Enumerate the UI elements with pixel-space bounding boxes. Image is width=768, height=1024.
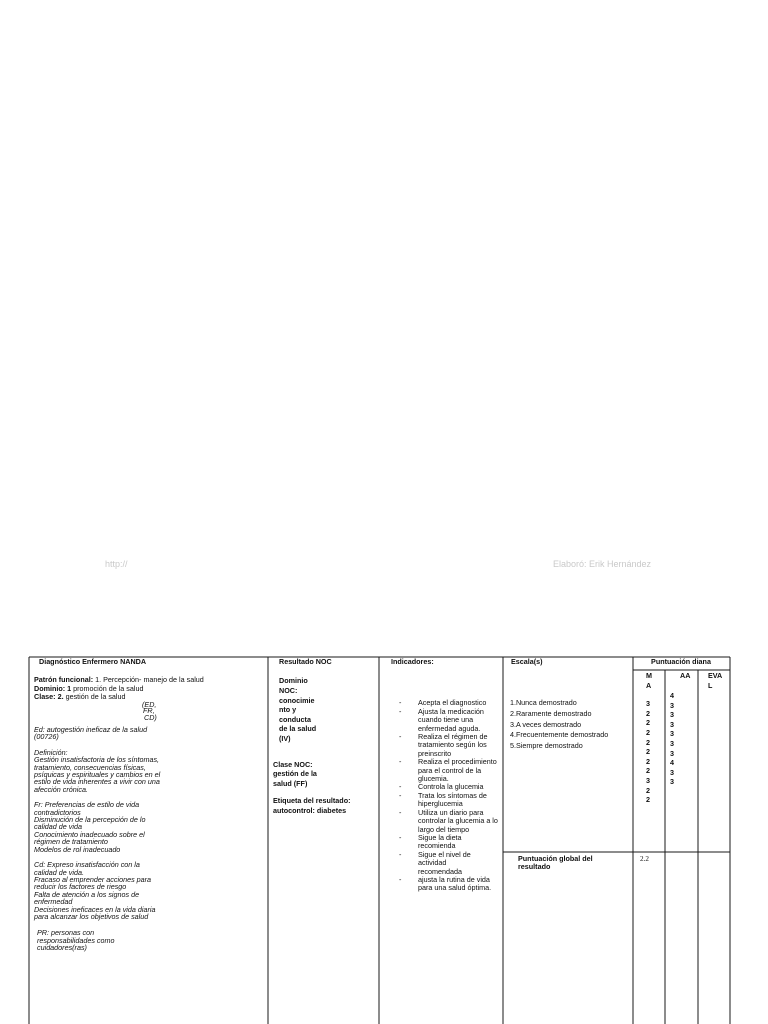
clase: Clase: 2. gestión de la salud xyxy=(34,692,126,702)
header-resultado: Resultado NOC xyxy=(279,657,332,666)
ma-value: 2 xyxy=(646,785,650,795)
header-escala: Escala(s) xyxy=(511,657,543,666)
list-item: - Acepta el diagnostico xyxy=(388,699,496,707)
escala-cell xyxy=(510,658,630,751)
list-item: 3.A veces demostrado xyxy=(510,719,582,729)
aa-value: 4 xyxy=(670,691,674,700)
definicion-label: Definición: xyxy=(34,747,68,757)
puntuacion-cell xyxy=(633,658,729,666)
aa-value: 3 xyxy=(670,777,674,787)
tags: (ED, FR, CD) xyxy=(142,699,157,723)
aa-value: 4 xyxy=(670,758,674,768)
ma-value: 2 xyxy=(646,766,650,776)
footer-url: http:// xyxy=(105,559,128,569)
eval-label: EVA L xyxy=(708,671,723,690)
dominio: Dominio: 1 promoción de la salud xyxy=(34,683,144,693)
ma-value: 2 xyxy=(646,718,650,728)
puntuacion-global-label: Puntuación global del resultado xyxy=(518,854,593,872)
ma-value: 2 xyxy=(646,737,650,747)
definicion: Gestión insatisfactoria de los síntomas, tratamiento, consecuencias físicas, psíquicas y espirituales y cambios en el estilo de vida inherentes a vivir con una afección crónica. xyxy=(34,755,161,794)
ma-value: 2 xyxy=(646,795,650,805)
aa-value: 3 xyxy=(670,700,674,710)
header-diagnostico: Diagnóstico Enfermero NANDA xyxy=(39,657,147,666)
col-m-label: M xyxy=(646,671,652,680)
list-item: - Trata los síntomas de hiperglucemia xyxy=(388,792,500,809)
escala-list xyxy=(510,698,630,751)
list-item: 1.Nunca demostrado xyxy=(510,698,577,708)
ma-value: 2 xyxy=(646,756,650,766)
aa-value: 3 xyxy=(670,719,674,729)
aa-column xyxy=(670,691,674,787)
ma-value: 2 xyxy=(646,708,650,718)
poblacion-riesgo: PR: personas con responsabilidades como cuidadores(ras) xyxy=(37,928,115,953)
header-indicadores: Indicadores: xyxy=(391,657,434,666)
list-item: - Ajusta la medicación cuando tiene una enfermedad aguda. xyxy=(388,708,496,733)
dominio-noc: Dominio NOC: conocimie nto y conducta de la salud (IV) xyxy=(279,676,317,743)
list-item: 2.Raramente demostrado xyxy=(510,709,592,718)
indicadores-list xyxy=(388,699,500,892)
clase-noc: Clase NOC: gestión de la salud (FF) xyxy=(273,759,317,788)
puntuacion-global-value: 2.2 xyxy=(640,855,649,863)
list-item: - ajusta la rutina de vida para una salud óptima. xyxy=(388,876,496,893)
etiqueta-diagnostica: Ed: autogestión ineficaz de la salud (00726) xyxy=(34,725,148,742)
list-item: 4.Frecuentemente demostrado xyxy=(510,730,609,740)
diagnostico-cell xyxy=(34,658,266,952)
list-item: - Utiliza un diario para controlar la glucemia a lo largo del tiempo xyxy=(388,809,500,834)
ma-value: 3 xyxy=(646,775,650,785)
list-item: - Sigue la dieta recomienda xyxy=(388,834,478,851)
list-item: - Realiza el procedimiento para el control de la glucemia. xyxy=(388,758,500,783)
ma-value: 2 xyxy=(646,727,650,737)
ma-value: 3 xyxy=(646,699,650,709)
col-m-label-2: A xyxy=(646,680,652,690)
footer-author: Elaboró: Erik Hernández xyxy=(553,559,652,569)
factores-relacionados: Fr: Preferencias de estilo de vida contradictorios Disminución de la percepción de lo calidad de vida Conocimiento inadecuado sobre el régimen de tratamiento Modelos de rol inadecuado xyxy=(34,800,146,854)
indicadores-cell xyxy=(388,658,500,893)
list-item: 5.Siempre demostrado xyxy=(510,740,583,750)
aa-value: 3 xyxy=(670,729,674,739)
resultado-cell xyxy=(273,658,373,816)
list-item: - Realiza el régimen de tratamiento según los preinscrito xyxy=(388,733,500,758)
aa-value: 3 xyxy=(670,738,674,748)
aa-value: 3 xyxy=(670,710,674,720)
list-item: - Sigue el nivel de actividad recomendada xyxy=(388,851,484,876)
list-item: - Controla la glucemia xyxy=(388,783,500,791)
aa-value: 3 xyxy=(670,767,674,777)
ma-column xyxy=(646,671,652,805)
aa-value: 3 xyxy=(670,748,674,758)
caracteristicas-definitorias: Cd: Expreso insatisfacción con la calidad de vida. Fracaso al emprender acciones para reducir los factores de riesgo Falta de atención a los signos de enfermedad Decisiones ineficaces en la vida diaria para alcanzar los objetivos de salud xyxy=(34,860,156,921)
patron-funcional: Patrón funcional: 1. Percepción- manejo de la salud xyxy=(34,675,204,685)
etiqueta-resultado: Etiqueta del resultado: autocontrol: diabetes xyxy=(273,796,351,815)
ma-value: 2 xyxy=(646,747,650,757)
aa-label: AA xyxy=(680,671,691,680)
header-puntuacion: Puntuación diana xyxy=(651,657,711,666)
